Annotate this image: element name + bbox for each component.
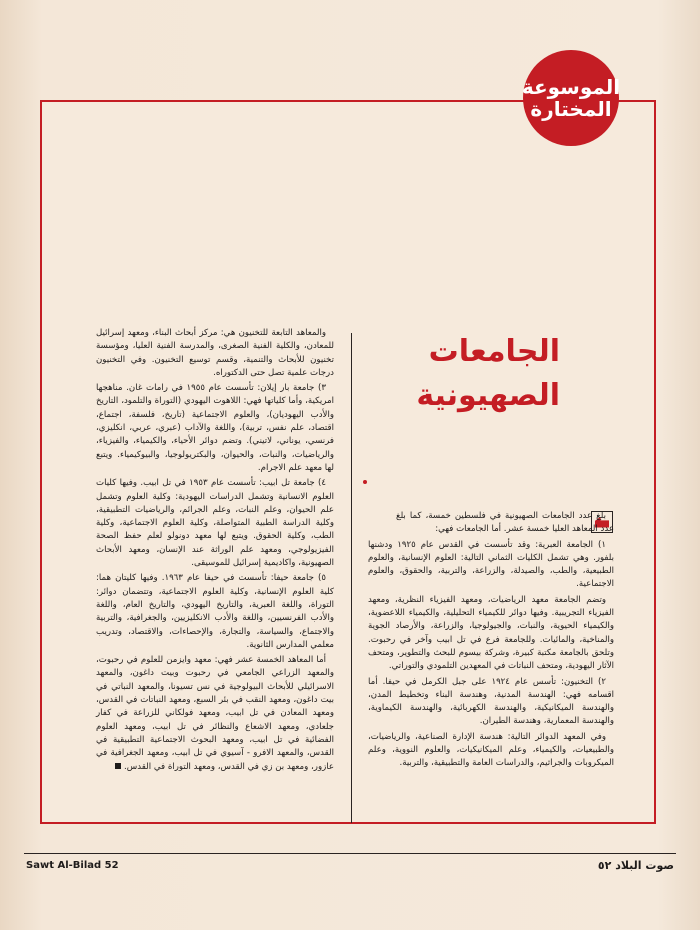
end-mark-icon — [115, 763, 121, 769]
paragraph: بلغ عدد الجامعات الصهيونية في فلسطين خمسة، كما بلغ عدد المعاهد العليا خمسة عشر. أما الجامعات فهي: — [396, 511, 614, 535]
column-divider — [351, 333, 352, 823]
paragraph: ١) الجامعة العبرية: وقد تأسست في القدس عام ١٩٢٥ ودشنها بلفور. وهي تشمل الكليات الثماني التالية: العلوم الإنسانية، والعلوم الطبيعية، والطب، والصيدلة، والزراعة، والتربية، والحقوق، والعلوم الاجتماعية. — [368, 539, 614, 590]
article-column-left — [96, 327, 334, 827]
paragraph: ٥) جامعة حيفا: تأسست في حيفا عام ١٩٦٣. وفيها كليتان هما: كلية العلوم الإنسانية، وكلية العلوم الاجتماعية، وتتضمان دوائر: التوراة، واللغة العبرية، والتاريخ اليهودي، والتاريخ العام، واللغة والأدب الفرنسيين، واللغة والأدب الانكليزيين، والجغرافية، والتربية والاجتماع، والسياسة، والتجارة، والإحصاءات، والاقتصاد، وتدريب معلمي المدارس الثانوية. — [96, 573, 334, 650]
paragraph: وفي المعهد الدوائر التالية: هندسة الإدارة الصناعية، والرياضيات، والطبيعيات، والكيمياء، وعلم الميكانيكيات، والعلوم النووية، وعلم الميكروبات والجراثيم، والدراسات العامة والتطبيقية، والتربية. — [368, 731, 614, 769]
paragraph-last — [96, 654, 334, 774]
decorative-dot — [363, 480, 367, 484]
footer-magazine-name: Sawt Al-Bilad 52 — [26, 860, 119, 871]
footer-rule — [24, 853, 676, 854]
article-column-right — [368, 510, 614, 820]
badge-line-2: المختارة — [530, 97, 612, 121]
paragraph: ٣) جامعة بار إيلان: تأسست عام ١٩٥٥ في رامات غان. مناهجها امريكية، وأما كلياتها فهي: اللاهوت اليهودي (التوراة والتلمود، التاريخ والأدب اليهوديان)، والعلوم الاجتماعية (تاريخ، فلسفة، اجتماع، اقتصاد، علم نفس، تربية)، واللغة والآداب (عبري، عربي، انكليزي، فرنسي، يوناني، لاتيني). وتضم دوائر الأحياء، والكيمياء، والفيزياء، والرياضيات، والنبات، والحيوان، والبكتريولوجيا، والبيوكيمياء. ويتبع لها معهد علم الاجرام. — [96, 383, 334, 473]
paragraph: ٤) جامعة تل ابيب: تأسست عام ١٩٥٣ في تل ابيب. وفيها كليات العلوم الانسانية وتشمل الدراسات اليهودية: وكلية العلوم وتشمل علم الحيوان، وعلم النبات، وعلم الجرائم، والرياضيات التطبيقية، وكلية الدراسة الطبية المتواصلة، وكلية العلوم الاجتماعية، وكلية الطب، وكلية الحقوق. ويتبع لها معهد دونولو لعلم حفظ الصحة الفيزيولوجي، ومعهد علم الوراثة عند الإنسان، ومعهد الأبحاث الصهيونية، واكاديمية إسرائيل للموسيقى. — [96, 478, 334, 569]
badge-line-1: الموسوعة — [521, 75, 621, 99]
paragraph: وتضم الجامعة معهد الرياضيات، ومعهد الفيزياء النظرية، ومعهد الفيزياء التجريبية. وفيها دوائر للكيمياء التحليلية، والكيمياء اللاعضوية، والكيمياء الحيوية، والنبات، والجيولوجيا، والزراعة، والأرصاد الجوية والمناخية، والمائيات. وللجامعة فرع في تل ابيب وآخر في رحبوت. وتلحق بالجامعة مكتبة كبيرة، وشركة بيسوم للبحث والتطوير، ومتحف الآثار اليهودية، ومتحف النباتات في المعهدين التلمودي والتوراتي. — [368, 594, 614, 672]
article-title: الجامعات الصهيونية — [416, 334, 560, 413]
paragraph: والمعاهد التابعة للتخنيون هي: مركز أبحاث البناء، ومعهد إسرائيل للمعادن، والكلية الفنية الصغرى، والمدرسة الفنية العليا، ومؤسسة تخنيون للأبحاث والتنمية، وقسم توسيع التخنيون. وفي التخنيون درجات علمية تصل حتى الدكتوراه. — [96, 328, 334, 378]
paragraph-text: أما المعاهد الخمسة عشر فهي: معهد وايزمن للعلوم في رحبوت، والمعهد الزراعي الجامعي في رحبوت وبيت داغون، والمعهد الاسرائيلي للأبحاث البيولوجية في نس تسيونا، والمعهد النباتي في بيت داغون، ومعهد النقب في بئر السبع، ومعهد النباتات في القدس، ومعهد المعادن في تل ابيب، ومعهد فولكاني للزراعة في كفار جلعادي، ومعهد الاشعاع والنظائر في تل ابيب، ومعهد العلوم الفضائية في تل ابيب، ومعهد البحوث الاجتماعية التطبيقية في القدس، والمعهد الافرو - آسيوي في تل ابيب، ومعهد الجغرافية في عازور، ومعهد بن زي في القدس، ومعهد التوراة في القدس. — [96, 655, 334, 772]
footer-page-number: صوت البلاد ٥٢ — [597, 859, 674, 872]
section-badge — [523, 50, 619, 146]
paragraph: ٢) التخنيون: تأسس عام ١٩٢٤ على جبل الكرمل في حيفا. أما اقسامه فهي: الهندسة المدنية، وهندسة البناء وتخطيط المدن، والهندسة الميكانيكية، والهندسة الكهربائية، والهندسة الكيماوية، والهندسة المعمارية، وهندسة الطيران. — [368, 676, 614, 727]
